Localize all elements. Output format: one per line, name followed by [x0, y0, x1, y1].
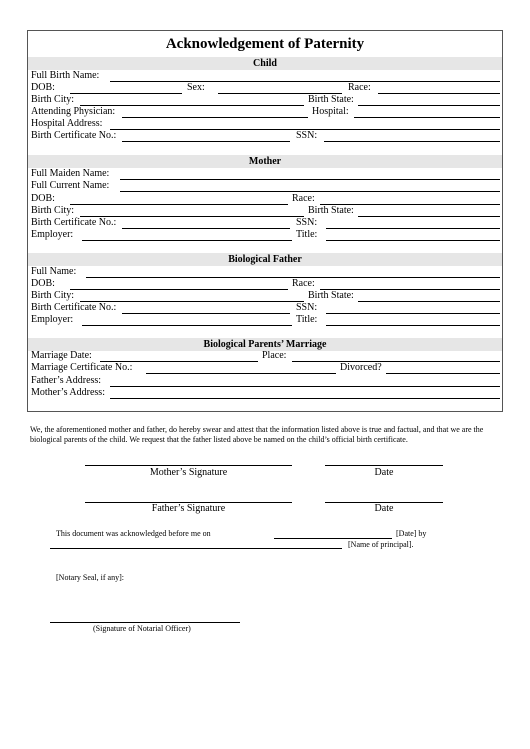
mother-title-field[interactable]: [326, 240, 500, 241]
notary-date-by: [Date] by: [396, 529, 427, 538]
fathers-signature-label: Father’s Signature: [151, 503, 226, 514]
mother-section-heading: Mother: [28, 155, 502, 168]
mother-dob-field[interactable]: [70, 204, 288, 205]
mother-birth-state-label: Birth State:: [308, 205, 354, 216]
father-birth-state-label: Birth State:: [308, 290, 354, 301]
child-birth-state-label: Birth State:: [308, 94, 354, 105]
attestation-statement: We, the aforementioned mother and father, do hereby swear and attest that the information listed above is true and factual, and that we are the biological parents of the child. We request that the father listed above be named on the child’s official birth certificate.: [30, 425, 484, 444]
notary-seal-label: [Notary Seal, if any]:: [56, 573, 124, 582]
mother-birth-city-label: Birth City:: [31, 205, 75, 216]
child-dob-field[interactable]: [70, 93, 182, 94]
father-date-label: Date: [374, 503, 394, 514]
father-section-heading: Biological Father: [28, 253, 502, 266]
child-race-label: Race:: [348, 82, 371, 93]
child-ssn-label: SSN:: [296, 130, 318, 141]
father-employer-label: Employer:: [31, 314, 74, 325]
marriage-section-heading: Biological Parents’ Marriage: [28, 338, 502, 351]
father-title-label: Title:: [296, 314, 318, 325]
mother-ssn-field[interactable]: [326, 228, 500, 229]
divorced-field[interactable]: [386, 373, 500, 374]
father-dob-field[interactable]: [70, 289, 288, 290]
marriage-certificate-field[interactable]: [146, 373, 336, 374]
mother-dob-label: DOB:: [31, 193, 55, 204]
marriage-place-field[interactable]: [292, 361, 500, 362]
mother-employer-field[interactable]: [82, 240, 292, 241]
father-birth-certificate-field[interactable]: [122, 313, 290, 314]
father-birth-certificate-label: Birth Certificate No.:: [31, 302, 117, 313]
child-birth-certificate-label: Birth Certificate No.:: [31, 130, 117, 141]
mother-birth-state-field[interactable]: [358, 216, 500, 217]
child-dob-label: DOB:: [31, 82, 55, 93]
mother-date-label: Date: [374, 467, 394, 478]
father-birth-city-label: Birth City:: [31, 290, 75, 301]
fathers-address-label: Father’s Address:: [31, 375, 102, 386]
child-full-birth-name-label: Full Birth Name:: [31, 70, 100, 81]
child-birth-city-label: Birth City:: [31, 94, 75, 105]
child-ssn-field[interactable]: [324, 141, 500, 142]
notary-officer-signature-label: (Signature of Notarial Officer): [93, 624, 191, 633]
notary-acknowledged-text: This document was acknowledged before me on: [56, 529, 211, 538]
father-dob-label: DOB:: [31, 278, 55, 289]
father-birth-state-field[interactable]: [358, 301, 500, 302]
notary-principal-name-field[interactable]: [50, 548, 342, 549]
notary-date-field[interactable]: [274, 538, 392, 539]
mother-ssn-label: SSN:: [296, 217, 318, 228]
child-sex-label: Sex:: [187, 82, 205, 93]
form-title: Acknowledgement of Paternity: [165, 36, 365, 52]
child-birth-certificate-field[interactable]: [122, 141, 290, 142]
mother-race-label: Race:: [292, 193, 315, 204]
mother-employer-label: Employer:: [31, 229, 74, 240]
father-title-field[interactable]: [326, 325, 500, 326]
mother-title-label: Title:: [296, 229, 318, 240]
divorced-label: Divorced?: [340, 362, 382, 373]
mother-full-current-name-field[interactable]: [120, 191, 500, 192]
father-full-name-label: Full Name:: [31, 266, 77, 277]
fathers-address-field[interactable]: [110, 386, 500, 387]
mothers-signature-line[interactable]: [85, 465, 292, 466]
mother-date-line[interactable]: [325, 465, 443, 466]
child-hospital-label: Hospital:: [312, 106, 349, 117]
mother-full-maiden-name-label: Full Maiden Name:: [31, 168, 110, 179]
child-full-birth-name-field[interactable]: [110, 81, 500, 82]
child-hospital-address-label: Hospital Address:: [31, 118, 103, 129]
mother-birth-certificate-field[interactable]: [122, 228, 290, 229]
notary-name-of-principal: [Name of principal].: [348, 540, 414, 549]
child-attending-physician-label: Attending Physician:: [31, 106, 116, 117]
marriage-date-label: Marriage Date:: [31, 350, 92, 361]
mothers-signature-label: Mother’s Signature: [149, 467, 228, 478]
father-employer-field[interactable]: [82, 325, 292, 326]
marriage-certificate-label: Marriage Certificate No.:: [31, 362, 133, 373]
notary-officer-signature-line[interactable]: [50, 622, 240, 623]
marriage-place-label: Place:: [262, 350, 287, 361]
child-birth-state-field[interactable]: [358, 105, 500, 106]
mothers-address-field[interactable]: [110, 398, 500, 399]
mother-full-current-name-label: Full Current Name:: [31, 180, 110, 191]
child-attending-physician-field[interactable]: [122, 117, 308, 118]
child-race-field[interactable]: [378, 93, 500, 94]
father-race-label: Race:: [292, 278, 315, 289]
paternity-form: [27, 30, 503, 412]
father-ssn-field[interactable]: [326, 313, 500, 314]
father-ssn-label: SSN:: [296, 302, 318, 313]
child-section-heading: Child: [28, 57, 502, 70]
child-hospital-field[interactable]: [354, 117, 500, 118]
mothers-address-label: Mother’s Address:: [31, 387, 105, 398]
mother-birth-certificate-label: Birth Certificate No.:: [31, 217, 117, 228]
mother-full-maiden-name-field[interactable]: [120, 179, 500, 180]
